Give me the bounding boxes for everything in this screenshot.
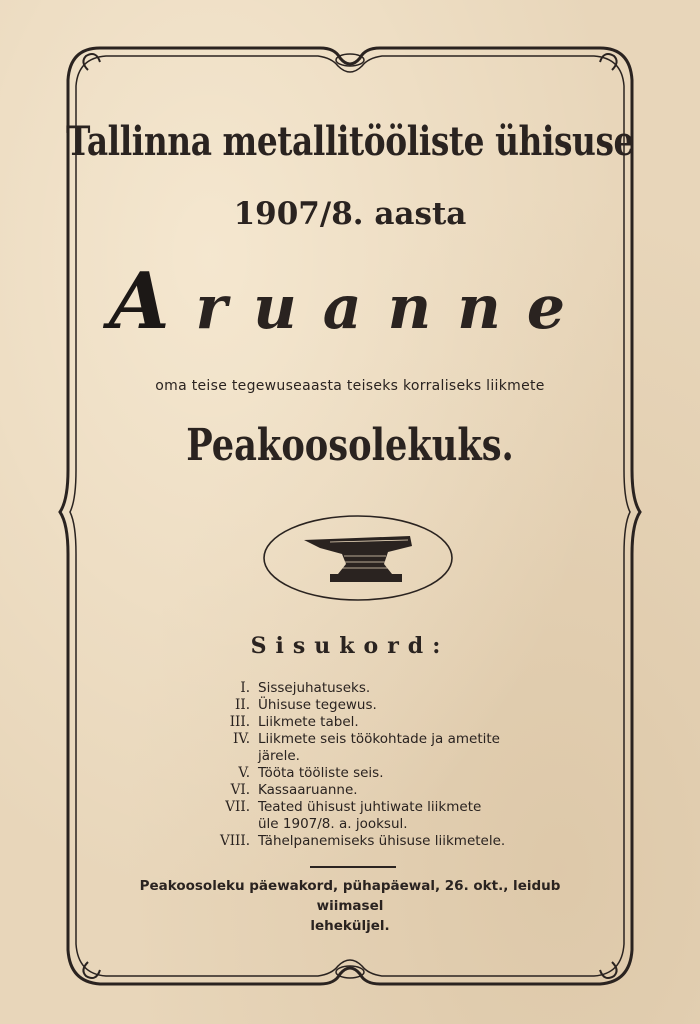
item-number: VIII.	[219, 833, 250, 849]
item-number: IV.	[232, 731, 250, 747]
divider	[310, 866, 396, 868]
item-text: Tähelpanemiseks ühisuse liikmetele.	[258, 833, 506, 849]
item-text: järele.	[258, 748, 300, 764]
footer-line: Peakoosoleku päewakord, pühapäewal, 26. okt., leidub wiimasel	[139, 878, 561, 914]
item-number: II.	[235, 697, 250, 713]
item-text: Kassaaruanne.	[258, 782, 358, 798]
subtitle: oma teise tegewuseaasta teiseks korraliseks liikmete	[155, 378, 545, 394]
list-item	[190, 782, 530, 799]
item-number: I.	[240, 680, 250, 696]
footer-line: leheküljel.	[310, 918, 390, 934]
anvil-icon	[260, 512, 456, 604]
decorative-capital: A	[108, 256, 196, 347]
item-number: V.	[238, 765, 250, 781]
list-item	[190, 714, 530, 731]
item-text: üle 1907/8. a. jooksul.	[258, 816, 408, 832]
report-heading	[0, 256, 700, 347]
item-text: Liikmete seis töökohtade ja ametite	[258, 731, 500, 747]
item-number	[190, 816, 258, 833]
list-item	[190, 697, 530, 714]
item-text: Teated ühisust juhtiwate liikmete	[258, 799, 482, 815]
list-item	[190, 833, 530, 850]
list-item	[190, 799, 530, 816]
list-item	[190, 765, 530, 782]
item-number	[190, 748, 258, 765]
meeting-heading: Peakoosolekuks.	[186, 420, 514, 471]
list-item	[190, 748, 530, 765]
item-number: VII.	[225, 799, 250, 815]
item-text: Tööta tööliste seis.	[258, 765, 384, 781]
item-text: Liikmete tabel.	[258, 714, 359, 730]
list-item	[190, 731, 530, 748]
contents-heading: Sisukord:	[250, 633, 450, 659]
list-item	[190, 816, 530, 833]
list-item	[190, 680, 530, 697]
report-year: 1907/8. aasta	[233, 196, 467, 232]
item-text: Ühisuse tegewus.	[258, 697, 377, 713]
footer-note	[110, 876, 590, 936]
report-heading-rest: ruanne	[195, 273, 592, 343]
table-of-contents	[190, 680, 530, 850]
item-number: VI.	[230, 782, 250, 798]
document-title: Tallinna metallitööliste ühisuse	[65, 118, 635, 165]
item-number: III.	[229, 714, 250, 730]
item-text: Sissejuhatuseks.	[258, 680, 371, 696]
